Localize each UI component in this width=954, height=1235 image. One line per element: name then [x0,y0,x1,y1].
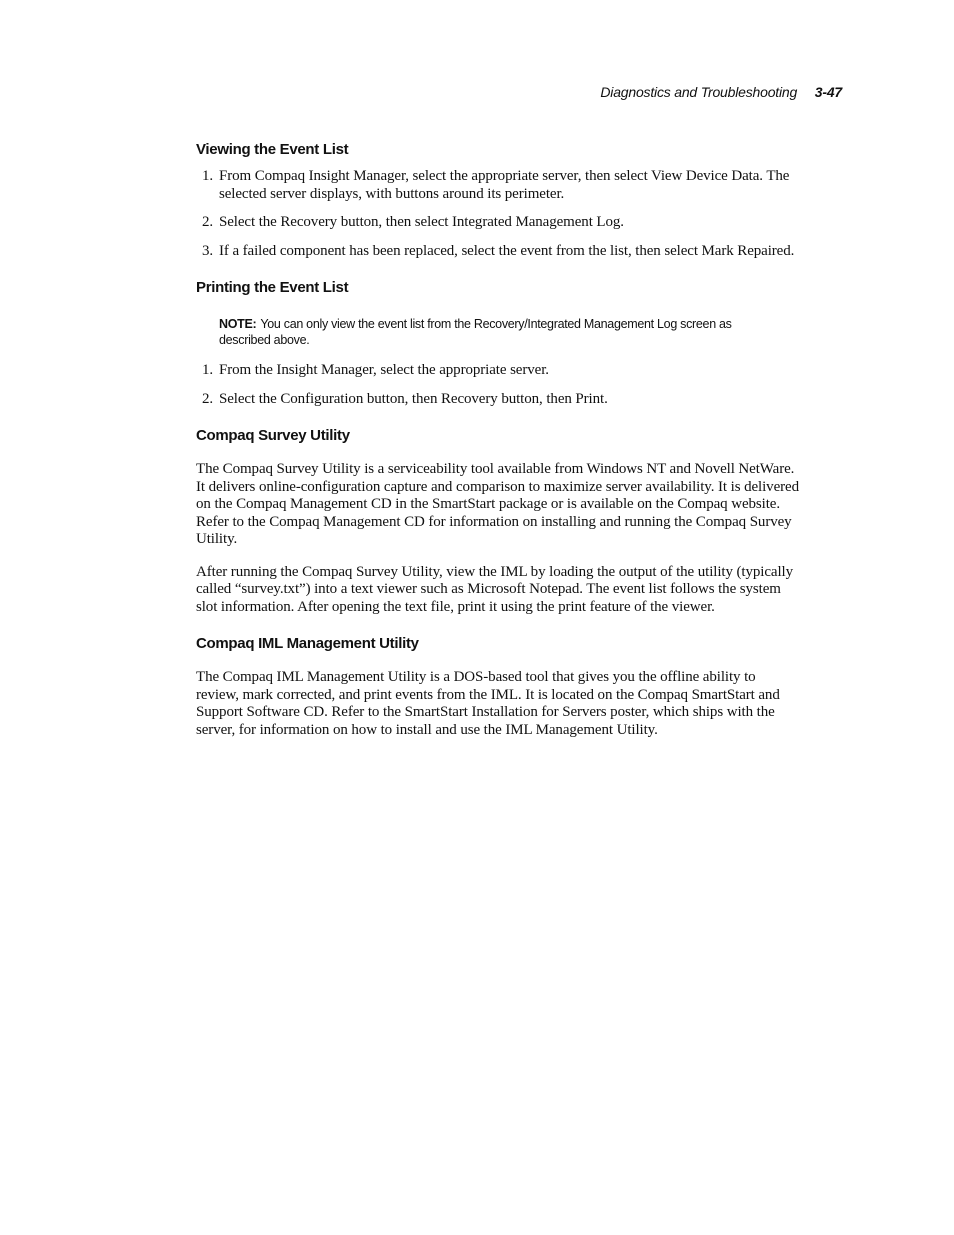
note-box [219,316,739,348]
paragraph: The Compaq IML Management Utility is a DOS-based tool that gives you the offline ability to review, mark corrected, and print events from the IML. It is located on the Compaq SmartStart and Support Software CD. Refer to the SmartStart Installation for Servers poster, which ships with the server, for information on how to install and use the IML Management Utility. [196,669,780,738]
list-item [196,243,800,261]
note-label: NOTE: [219,317,257,331]
section-heading: Compaq Survey Utility [196,427,350,444]
list-item [196,362,800,380]
step-text: Select the Configuration button, then Recovery button, then Print. [219,390,608,407]
section-printing-event-list [196,279,800,408]
section-survey-utility [196,427,800,616]
step-number: 1. [202,168,214,184]
step-number: 2. [202,390,214,407]
page-header [600,84,842,100]
paragraph: The Compaq Survey Utility is a serviceability tool available from Windows NT and Novell NetWare. It delivers online-configuration capture and comparison to maximize server availability. It is delivered on the Compaq Management CD in the SmartStart package or is available on the Compaq website. Refer to the Compaq Management CD for information on installing and running the Compaq Survey Utility. [196,461,799,547]
step-text: From Compaq Insight Manager, select the appropriate server, then select View Device Data. The selected server displays, with buttons around its perimeter. [219,168,790,202]
note-text: You can only view the event list from the Recovery/Integrated Management Log screen as described above. [219,317,732,347]
section-heading: Viewing the Event List [196,141,349,158]
section-viewing-event-list [196,141,800,260]
paragraph: After running the Compaq Survey Utility, view the IML by loading the output of the utility (typically called “survey.txt”) into a text viewer such as Microsoft Notepad. The event list follows the system slot information. After opening the text file, print it using the print feature of the viewer. [196,563,794,615]
step-text: If a failed component has been replaced, select the event from the list, then select Mark Repaired. [219,242,795,259]
page-content [196,141,800,758]
list-item [196,214,800,232]
section-iml-management-utility [196,635,800,739]
page-number: 3-47 [814,84,842,100]
running-title: Diagnostics and Troubleshooting [600,84,798,100]
step-number: 1. [202,362,214,378]
step-number: 3. [202,242,214,259]
steps-list [196,168,800,260]
step-text: Select the Recovery button, then select Integrated Management Log. [219,214,624,230]
section-heading: Printing the Event List [196,279,349,296]
section-heading: Compaq IML Management Utility [196,635,419,652]
step-number: 2. [202,214,214,230]
list-item [196,391,800,409]
steps-list [196,362,800,408]
list-item [196,168,800,203]
step-text: From the Insight Manager, select the appropriate server. [219,362,549,378]
